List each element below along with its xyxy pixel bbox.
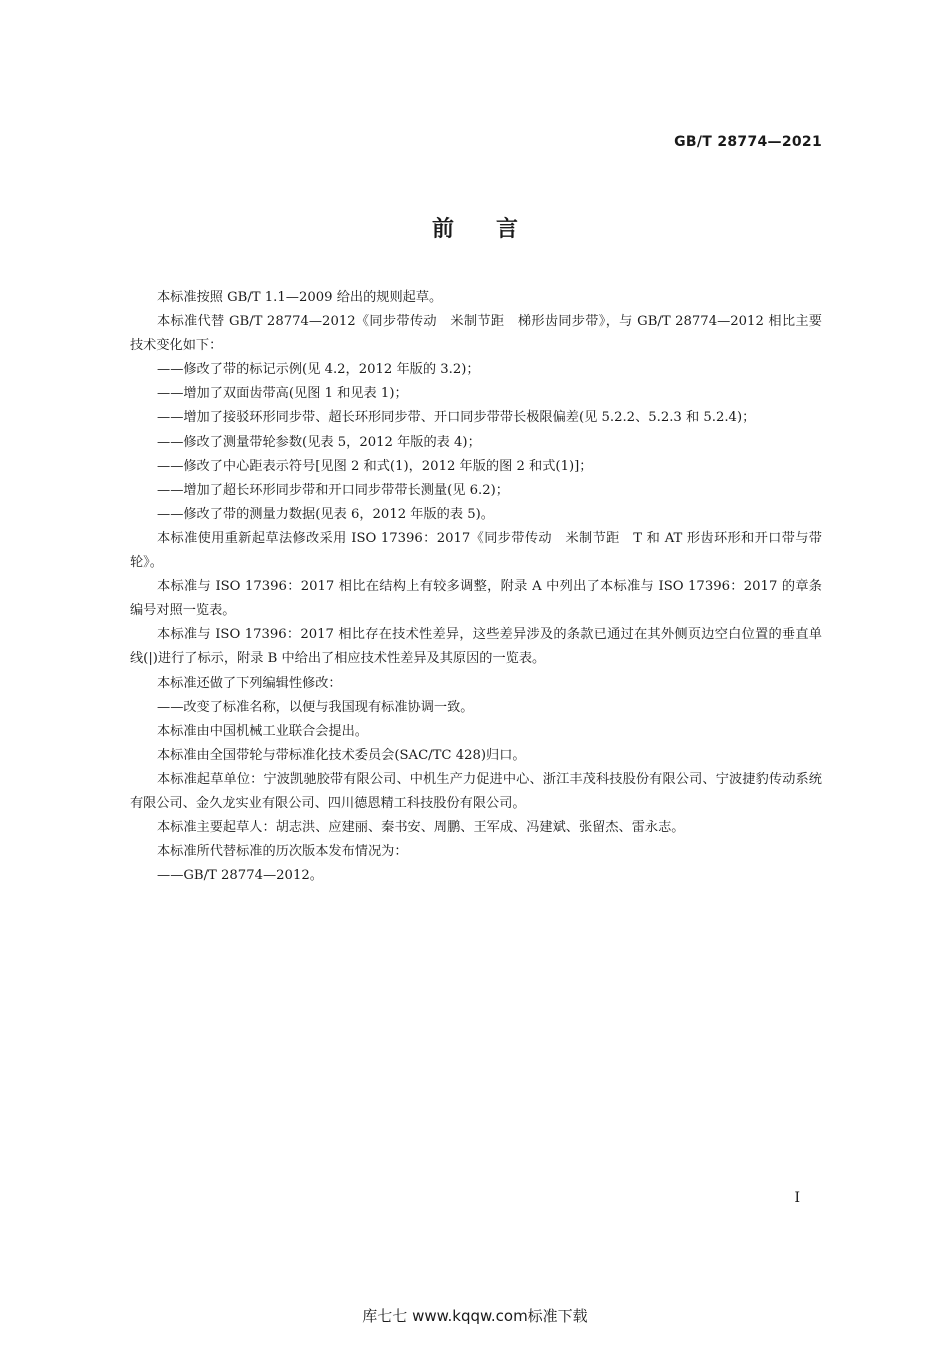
- list-item: ——修改了测量带轮参数(见表 5，2012 年版的表 4)；: [157, 434, 481, 450]
- list-item: ——GB/T 28774—2012。: [157, 868, 323, 884]
- paragraph: 本标准与 ISO 17396：2017 相比在结构上有较多调整，附录 A 中列出了本标准与 ISO 17396：2017 的章条编号对照一览表。: [130, 579, 822, 619]
- paragraph: 本标准使用重新起草法修改采用 ISO 17396：2017《同步带传动 米制节距 T 和 AT 形齿环形和开口带与带轮》。: [130, 530, 822, 571]
- paragraph: 本标准由中国机械工业联合会提出。: [157, 723, 368, 739]
- standard-code: GB/T 28774—2021: [674, 134, 822, 150]
- paragraph: 本标准还做了下列编辑性修改：: [157, 675, 342, 691]
- paragraph: 本标准代替 GB/T 28774—2012《同步带传动 米制节距 梯形齿同步带》，与 GB/T 28774—2012 相比主要技术变化如下：: [130, 314, 822, 354]
- paragraph: 本标准主要起草人：胡志洪、应建丽、秦书安、周鹏、王军成、冯建斌、张留杰、雷永志。: [157, 820, 685, 836]
- footer-watermark: 库七七 www.kqqw.com标准下载: [362, 1307, 588, 1325]
- list-item: ——改变了标准名称，以便与我国现有标准协调一致。: [157, 699, 474, 715]
- list-item: ——增加了超长环形同步带和开口同步带带长测量(见 6.2)；: [157, 482, 509, 498]
- paragraph: 本标准起草单位：宁波凯驰胶带有限公司、中机生产力促进中心、浙江丰茂科技股份有限公司、宁波捷豹传动系统有限公司、金久龙实业有限公司、四川德恩精工科技股份有限公司。: [130, 771, 822, 811]
- paragraph: 本标准由全国带轮与带标准化技术委员会(SAC/TC 428)归口。: [157, 747, 526, 763]
- list-item: ——修改了带的标记示例(见 4.2，2012 年版的 3.2)；: [157, 362, 480, 378]
- page-number: I: [794, 1190, 800, 1206]
- paragraph: 本标准按照 GB/T 1.1—2009 给出的规则起草。: [157, 290, 443, 305]
- page-title: 前言: [431, 217, 560, 242]
- list-item: ——增加了双面齿带高(见图 1 和见表 1)；: [157, 386, 408, 402]
- foreword-body: [130, 286, 822, 888]
- paragraph: 本标准所代替标准的历次版本发布情况为：: [157, 844, 408, 860]
- list-item: ——增加了接驳环形同步带、超长环形同步带、开口同步带带长极限偏差(见 5.2.2、5.2.3 和 5.2.4)；: [157, 410, 756, 426]
- list-item: ——修改了带的测量力数据(见表 6，2012 年版的表 5)。: [157, 506, 494, 522]
- paragraph: 本标准与 ISO 17396：2017 相比存在技术性差异，这些差异涉及的条款已通过在其外侧页边空白位置的垂直单线(|)进行了标示，附录 B 中给出了相应技术性差异及其原因的一览表。: [130, 627, 822, 667]
- list-item: ——修改了中心距表示符号[见图 2 和式(1)，2012 年版的图 2 和式(1)]；: [157, 458, 593, 474]
